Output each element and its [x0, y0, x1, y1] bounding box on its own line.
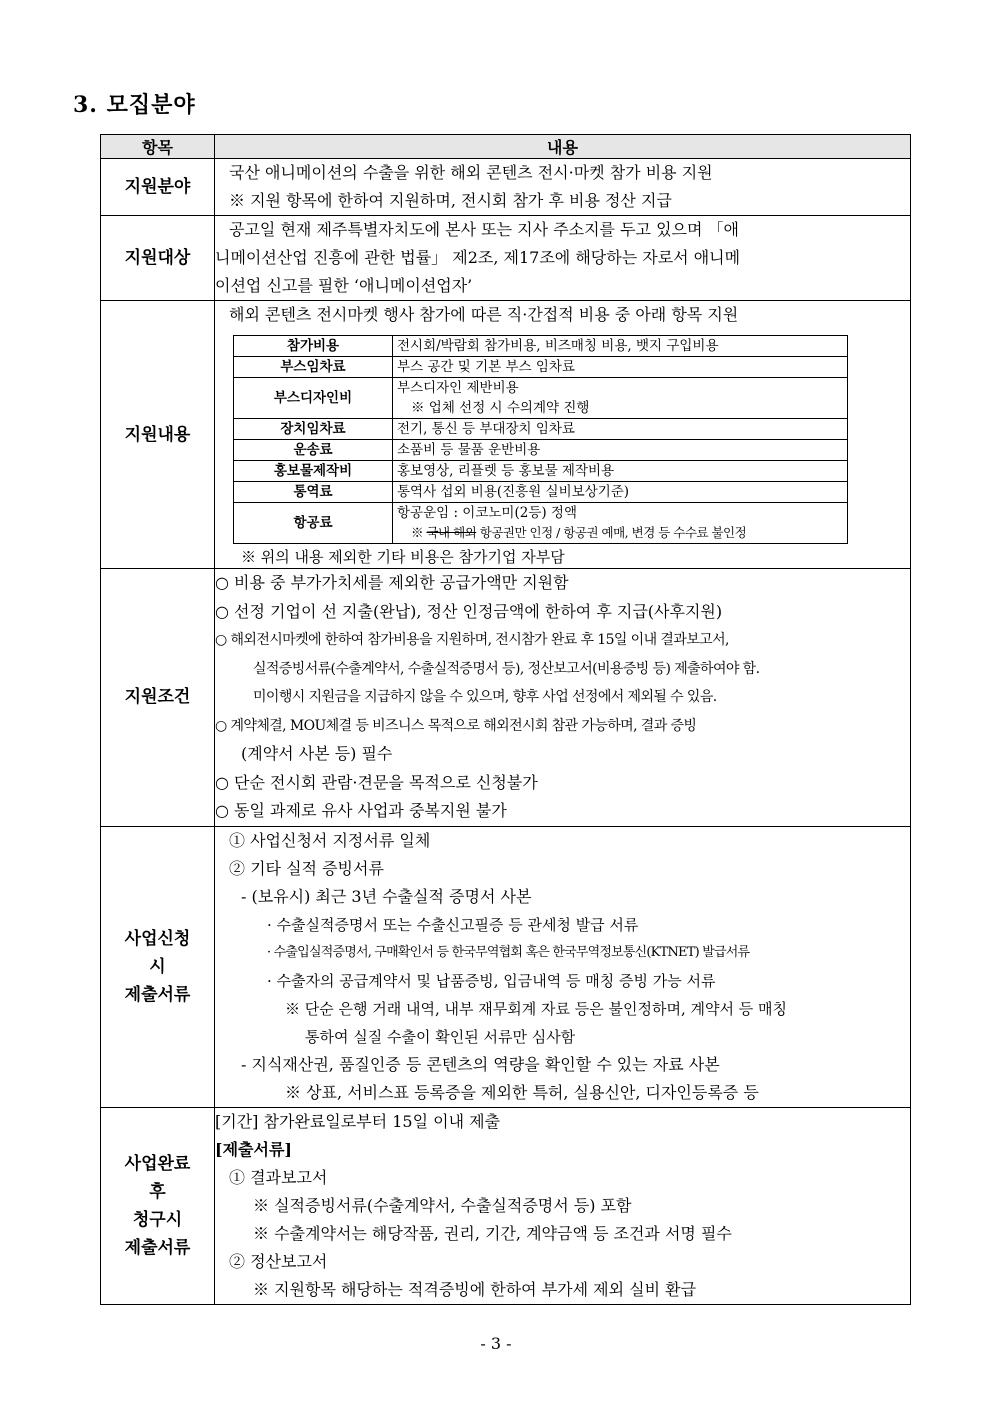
- text-line: 이션업 신고를 필한 ‘애니메이션업자’: [215, 276, 473, 295]
- row-label-target: 지원대상: [101, 216, 215, 301]
- support-item-desc: 전시회/박람회 참가비용, 비즈매칭 비용, 뱃지 구입비용: [393, 336, 848, 357]
- row-content-conditions: [215, 569, 911, 827]
- row-label-support: 지원내용: [101, 301, 215, 569]
- row-content-field: [215, 159, 911, 216]
- support-item-row: [234, 482, 848, 503]
- support-item-name: 홍보물제작비: [234, 461, 393, 482]
- support-item-desc: [393, 378, 848, 419]
- text-line: 국산 애니메이션의 수출을 위한 해외 콘텐츠 전시·마켓 참가 비용 지원: [229, 163, 713, 182]
- doc-line: ※ 수출계약서는 해당작품, 권리, 기간, 계약금액 등 조건과 서명 필수: [253, 1223, 732, 1243]
- row-field: [101, 159, 911, 216]
- support-footnote: ※ 위의 내용 제외한 기타 비용은 참가기업 자부담: [241, 548, 565, 566]
- support-item-desc: 전기, 통신 등 부대장치 임차료: [393, 419, 848, 440]
- doc-line: · 수출실적증명서 또는 수출신고필증 등 관세청 발급 서류: [267, 915, 639, 934]
- row-content-support: [215, 301, 911, 569]
- label-line: 후: [149, 1181, 166, 1202]
- table-header-row: [101, 135, 911, 159]
- recruitment-table: [100, 134, 911, 1305]
- doc-line: - 지식재산권, 품질인증 등 콘텐츠의 역량을 확인할 수 있는 자료 사본: [241, 1054, 720, 1074]
- support-item-row: [234, 503, 848, 544]
- text-line: 해외 콘텐츠 전시마켓 행사 참가에 따른 직·간접적 비용 중 아래 항목 지원: [229, 305, 739, 324]
- condition-line: ○ 해외전시마켓에 한하여 참가비용을 지원하며, 전시참가 완료 후 15일 이내 결과보고서,: [215, 632, 729, 648]
- section-heading: 3. 모집분야: [73, 92, 196, 118]
- doc-line: [기간] 참가완료일로부터 15일 이내 제출: [215, 1111, 501, 1131]
- doc-line: ※ 상표, 서비스표 등록증을 제외한 특허, 실용신안, 디자인등록증 등: [285, 1082, 759, 1102]
- support-item-row: [234, 378, 848, 419]
- doc-line: ① 사업신청서 지정서류 일체: [229, 830, 431, 850]
- label-line: 청구시: [132, 1209, 183, 1230]
- label-line: 제출서류: [124, 1237, 191, 1258]
- condition-line: ○ 동일 과제로 유사 사업과 중복지원 불가: [215, 801, 507, 820]
- doc-line: ② 정산보고서: [229, 1251, 328, 1271]
- label-line: 시: [149, 956, 166, 977]
- support-item-desc: 부스 공간 및 기본 부스 임차료: [393, 357, 848, 378]
- support-item-desc: 소품비 등 물품 운반비용: [393, 440, 848, 461]
- condition-line: 실적증빙서류(수출계약서, 수출실적증명서 등), 정산보고서(비용증빙 등) 제출하여야 함.: [253, 660, 760, 677]
- text-line: ※ 지원 항목에 한하여 지원하며, 전시회 참가 후 비용 정산 지급: [229, 191, 672, 210]
- note-strikethrough: 국내 해외: [426, 525, 477, 540]
- doc-line: ② 기타 실적 증빙서류: [229, 858, 384, 878]
- support-item-name: 참가비용: [234, 336, 393, 357]
- row-content-completion-docs: [215, 1107, 911, 1304]
- row-application-docs: [101, 826, 911, 1107]
- condition-line: ○ 선정 기업이 선 지출(완납), 정산 인정금액에 한하여 후 지급(사후지원): [215, 601, 723, 621]
- row-completion-docs: [101, 1107, 911, 1304]
- condition-line: 미이행시 지원금을 지급하지 않을 수 있으며, 향후 사업 선정에서 제외될 수 있음.: [253, 689, 717, 705]
- support-item-name: 부스임차료: [234, 357, 393, 378]
- header-item: 항목: [101, 135, 215, 159]
- doc-line: · 수출자의 공급계약서 및 납품증빙, 입금내역 등 매칭 증빙 가능 서류: [267, 971, 716, 990]
- text-line: 공고일 현재 제주특별자치도에 본사 또는 지사 주소지를 두고 있으며 「애: [229, 220, 739, 239]
- row-target: [101, 216, 911, 301]
- doc-line: [제출서류]: [215, 1139, 292, 1159]
- support-item-row: [234, 461, 848, 482]
- condition-line: (계약서 사본 등) 필수: [241, 744, 393, 763]
- label-line: 사업완료: [124, 1153, 191, 1174]
- condition-line: ○ 단순 전시회 관람·견문을 목적으로 신청불가: [215, 772, 538, 792]
- page-number: - 3 -: [480, 1334, 512, 1353]
- note-rest: 항공권만 인정 / 항공권 예매, 변경 등 수수료 불인정: [476, 525, 747, 540]
- label-line: 제출서류: [124, 984, 191, 1005]
- support-item-name: 항공료: [234, 503, 393, 544]
- text-line: 니메이션산업 진흥에 관한 법률」 제2조, 제17조에 해당하는 자로서 애니메: [215, 248, 741, 267]
- support-item-desc: 통역사 섭외 비용(진흥원 실비보상기준): [393, 482, 848, 503]
- support-item-name: 운송료: [234, 440, 393, 461]
- support-item-row: [234, 357, 848, 378]
- support-item-desc: 홍보영상, 리플렛 등 홍보물 제작비용: [393, 461, 848, 482]
- support-item-row: [234, 336, 848, 357]
- row-content-application-docs: [215, 826, 911, 1107]
- support-item-name: 통역료: [234, 482, 393, 503]
- doc-line: ① 결과보고서: [229, 1167, 328, 1187]
- doc-line: - (보유시) 최근 3년 수출실적 증명서 사본: [241, 886, 532, 906]
- row-content-target: [215, 216, 911, 301]
- support-item-desc: [393, 503, 848, 544]
- support-item-note: ※ 업체 선정 시 수의계약 진행: [411, 400, 590, 416]
- doc-line: ※ 실적증빙서류(수출계약서, 수출실적증명서 등) 포함: [253, 1195, 632, 1215]
- support-item-row: [234, 419, 848, 440]
- support-item-note: [397, 523, 843, 543]
- support-item-name: 부스디자인비: [234, 378, 393, 419]
- support-item-row: [234, 440, 848, 461]
- row-label-application-docs: [101, 826, 215, 1107]
- row-conditions: [101, 569, 911, 827]
- doc-line: ※ 단순 은행 거래 내역, 내부 재무회계 자료 등은 불인정하며, 계약서 등 매칭: [285, 999, 787, 1018]
- condition-line: ○ 비용 중 부가가치세를 제외한 공급가액만 지원함: [215, 573, 569, 592]
- note-prefix: ※: [411, 525, 427, 540]
- condition-line: ○ 계약체결, MOU체결 등 비즈니스 목적으로 해외전시회 참관 가능하며, 결과 증빙: [215, 717, 697, 734]
- label-line: 사업신청: [124, 928, 191, 949]
- support-item-name: 장치임차료: [234, 419, 393, 440]
- header-content: 내용: [215, 135, 911, 159]
- doc-line: 통하여 실질 수출이 확인된 서류만 심사함: [305, 1027, 576, 1046]
- doc-line: ※ 지원항목 해당하는 적격증빙에 한하여 부가세 제외 실비 환급: [253, 1279, 697, 1299]
- doc-line: · 수출입실적증명서, 구매확인서 등 한국무역협회 혹은 한국무역정보통신(KTNET) 발급서류: [267, 944, 750, 960]
- row-label-field: 지원분야: [101, 159, 215, 216]
- support-item-desc-line: 부스디자인 제반비용: [397, 380, 519, 396]
- row-support: [101, 301, 911, 569]
- row-label-conditions: 지원조건: [101, 569, 215, 827]
- support-item-desc-line: 항공운임 : 이코노미(2등) 정액: [397, 505, 577, 521]
- support-items-table: [233, 335, 848, 544]
- row-label-completion-docs: [101, 1107, 215, 1304]
